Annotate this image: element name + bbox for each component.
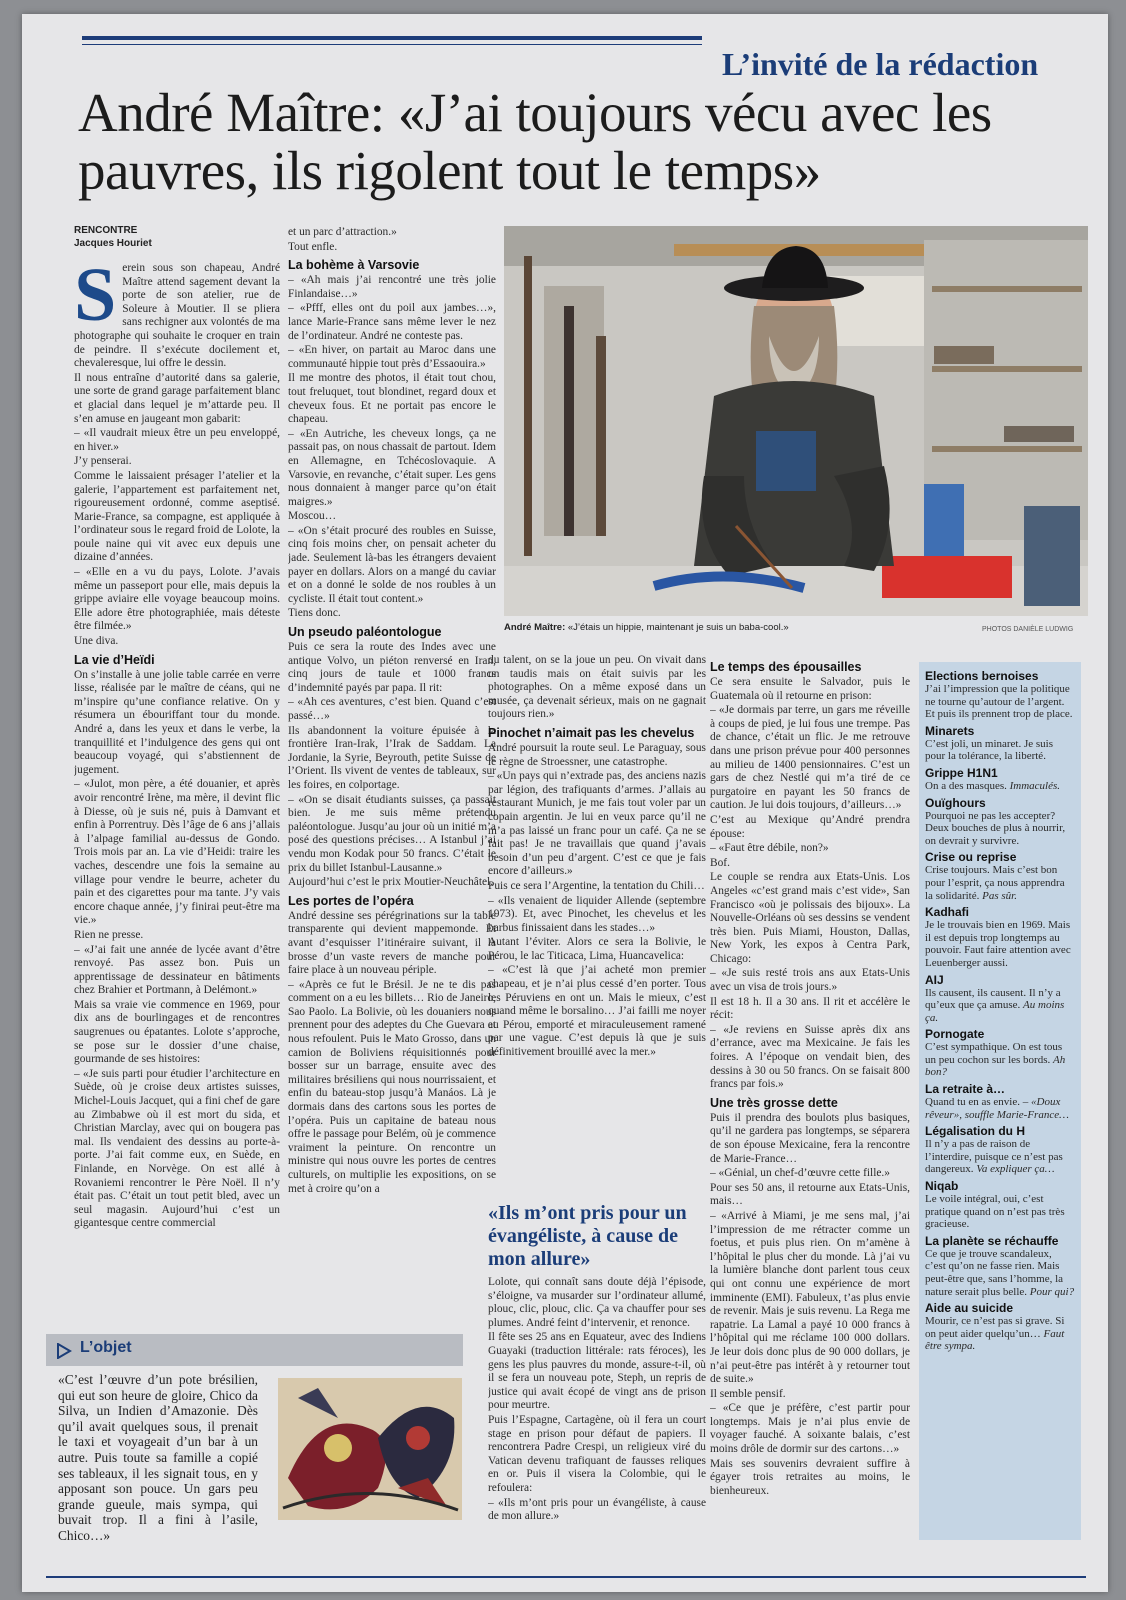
sidebar-topic-aside: Ah bon?: [925, 1053, 1066, 1079]
sidebar-topic-title: Elections bernoises: [925, 669, 1039, 683]
sidebar-topic-body: Le voile intégral, oui, c’est pratique quand on n’est pas très gracieuse.: [925, 1193, 1065, 1231]
sidebar-topic-aside: – «Doux rêveur», souffle Marie-France…: [925, 1096, 1069, 1121]
sidebar-topic-title: La planète se réchauffe: [925, 1233, 1059, 1248]
paragraph: – «Je suis parti pour étudier l’architecture en Suède, où je croise deux artistes suisses, Michel-Louis Jacquet, qui a fini chef de gare au Zimbabwe où il est mort du sida, et Christian Marclay, avec qui on bougera pas mal. Ils vendaient des dessins au porte-à-porte. J’ai fait comme eux, en Suède, en Finlande, en Norvège. On est allé à Rovaniemi rencontrer le Père Noël. Il n’y était pas. C’était un tout petit bled, avec un seul magasin. Aujourd’hui c’est un gigantesque centre commercial: [74, 1067, 280, 1230]
caption-name: André Maître:: [504, 622, 566, 633]
sidebar-topic-body: J’ai l’impression que la politique ne tourne qu’autour de l’argent. Et puis ils prennent trop de place.: [925, 683, 1073, 721]
column-4: [710, 656, 910, 1568]
paragraph: – «En hiver, on partait au Maroc dans une communauté hippie tout près d’Essaouira.»: [288, 344, 496, 370]
header-rule-thick: [82, 36, 702, 40]
subhead-pinochet: Pinochet n’aimait pas les chevelus: [488, 725, 695, 740]
sidebar-topic-body: Ce que je trouve scandaleux, c’est qu’on ne fasse rien. Mais peut-être que, sans l’homme, la nature serait plus belle.: [925, 1247, 1064, 1298]
sidebar-topic-text: [925, 864, 1075, 902]
sidebar-topic-text: [925, 738, 1075, 763]
sidebar-topic-aside: Pour qui?: [1029, 1285, 1075, 1298]
photo-credit: PHOTOS DANIÈLE LUDWIG: [982, 626, 1074, 633]
intro-paragraph: erein sous son chapeau, André Maître attend sagement devant la porte de son atelier, rue de Soleure à Moutier. Il se pliera sans rechigner aux volontés de ma photographe qui souhaite le croquer en train de peindre. Il s’exécute docilement et, chevaleresque, lui offre le dessin.: [74, 262, 280, 370]
paragraph: Mais ses souvenirs devraient suffire à égayer trois retraites au moins, le bienheureux.: [710, 1457, 910, 1497]
sidebar-topic-text: [925, 987, 1075, 1025]
paragraph: Il est 18 h. Il a 30 ans. Il rit et accélère le récit:: [710, 995, 910, 1022]
paragraph: Rien ne presse.: [74, 928, 144, 941]
paragraph: Ce sera ensuite le Salvador, puis le Guatemala où il retourne en prison:: [710, 676, 910, 702]
sidebar-topic-body: C’est sympathique. On est tous un peu cochon sur les bords.: [925, 1041, 1063, 1066]
paragraph: Bof.: [710, 856, 730, 869]
paragraph: – «Faut être débile, non?»: [710, 842, 829, 855]
column-3-bottom: [488, 1276, 706, 1572]
objet-label: L’objet: [80, 1339, 132, 1356]
artist-photo-illustration: [504, 226, 1088, 616]
paragraph: Mais sa vraie vie commence en 1969, pour dix ans de bourlingages et de rencontres saugrenues ou épatantes. Lolote s’approche, se pose sur le dossier d’une chaise, gourmande de ses histoires:: [74, 998, 280, 1066]
paragraph: Autant l’éviter. Alors ce sera la Bolivie, le Pérou, le lac Titicaca, Lima, Huancavelica:: [488, 936, 706, 962]
sidebar-topic-title: AIJ: [925, 972, 944, 987]
byline: [74, 225, 152, 250]
subhead-heidi: La vie d’Heïdi: [74, 652, 155, 667]
paragraph: – «Ce que je préfère, c’est partir pour longtemps. Mais je n’ai plus envie de voyager fauché. A soixante balais, c’est moins drôle de dormir sur des cartons…»: [710, 1402, 910, 1456]
painting-illustration: [278, 1378, 462, 1520]
paragraph: – «Ah ces aventures, c’est bien. Quand c’est passé…»: [288, 696, 496, 722]
headline: André Maître: «J’ai toujours vécu avec les pauvres, ils rigolent tout le temps»: [78, 82, 992, 201]
column-3-top: [488, 654, 706, 1190]
paragraph: – «Ils venaient de liquider Allende (septembre 1973). Et, avec Pinochet, les chevelus et les barbus finissaient dans les stades…»: [488, 894, 706, 934]
paragraph: Lolote, qui connaît sans doute déjà l’épisode, s’éloigne, va musarder sur l’ordinateur allumé, plouc, clic, plouc, clic. Ça va chauffer pour ses plumes. André feint d’intervenir, et renonce.: [488, 1276, 706, 1329]
sidebar-topic-text: [925, 683, 1075, 721]
paragraph: – «On s’était procuré des roubles en Suisse, cinq fois moins cher, on pensait acheter du jade. Seulement là-bas les étrangers devaient payer en dollars. Alors on a mangé du caviar et on a donné le solde de nos roubles à un cycliste. Il était tout content.»: [288, 524, 496, 605]
paragraph: Il semble pensif.: [710, 1387, 786, 1400]
sidebar-topic-text: [925, 1193, 1075, 1231]
objet-painting: [278, 1378, 462, 1520]
sidebar-topic-title: Pornogate: [925, 1027, 985, 1042]
paragraph: – «Pfff, elles ont du poil aux jambes…», lance Marie-France sans même lever le nez de l’ordinateur. André ne conteste pas.: [288, 302, 496, 342]
paragraph: Pour ses 50 ans, il retourne aux Etats-Unis, mais…: [710, 1181, 910, 1208]
paragraph: – «C’est là que j’ai acheté mon premier chapeau, et je n’ai plus cessé d’en porter. Tous les Péruviens en ont un. Mais le mieux, c’est quand même le borsalino… J’ai failli me noyer au Pérou, emporté et miraculeusement ramené par une vague. C’est depuis là que je suis définitivement brouillé avec la mer.»: [488, 964, 706, 1059]
paragraph: Le couple se rendra aux Etats-Unis. Los Angeles «c’est grand mais c’est vide», San Francisco «où je polissais des bijoux». La Nouvelle-Orléans où ses dessins se vendent très bien. Puis Miami, Houston, Dallas, New York, les expos à Centra Park, Chicago:: [710, 871, 910, 965]
sidebar-topic-body: Je le trouvais bien en 1969. Mais il est depuis trop longtemps au pouvoir. Faut faire attention avec Leuenberger aussi.: [925, 919, 1071, 969]
paragraph: Tout enfle.: [288, 240, 338, 253]
play-triangle-icon: [56, 1343, 72, 1359]
sidebar-topic-text: [925, 1138, 1075, 1176]
section-label: L’invité de la rédaction: [722, 46, 1039, 82]
sidebar-topic-body: Ils causent, ils causent. Il n’y a qu’eux que ça amuse.: [925, 986, 1061, 1012]
sidebar-topic-body: Mourir, ce n’est pas si grave. Si on peut aider quelqu’un…: [925, 1315, 1065, 1340]
paragraph: et un parc d’attraction.»: [288, 226, 397, 238]
sidebar-topic-title: Légalisation du H: [925, 1124, 1026, 1139]
caption-quote: «J’étais un hippie, maintenant je suis un baba-cool.»: [567, 622, 789, 633]
sidebar-topic-body: Quand tu en as envie.: [925, 1096, 1020, 1109]
sidebar-topic-body: Crise toujours. Mais c’est bon pour l’esprit, ça nous apprendra la solidarité.: [925, 864, 1065, 902]
paragraph: – «Je suis resté trois ans aux Etats-Unis avec un visa de trois jours.»: [710, 967, 910, 994]
artist-photo: [504, 226, 1088, 616]
opinions-sidebar: [919, 662, 1081, 1540]
sidebar-topic-text: [925, 1096, 1075, 1121]
subhead-opera: Les portes de l’opéra: [288, 893, 414, 908]
sidebar-topic-title: Minarets: [925, 723, 975, 738]
subhead-boheme: La bohème à Varsovie: [288, 258, 420, 273]
paragraph: Il nous entraîne d’autorité dans sa galerie, une sorte de grand garage parfaitement blanc et glacial dans lequel je m’attarde peu. Il s’en amuse en jaugeant mon gabarit:: [74, 371, 280, 425]
subhead-paleo: Un pseudo paléontologue: [288, 625, 442, 640]
sidebar-topic-text: [925, 919, 1075, 969]
paragraph: André dessine ses pérégrinations sur la table transparente qui devient mappemonde. Et avant d’esquisser l’itinéraire suivant, il la brosse d’un vaste revers de manche pour faire place à un nouveau périple.: [288, 909, 496, 977]
sidebar-topic-text: [925, 1041, 1075, 1079]
paragraph: du talent, on se la joue un peu. On vivait dans un taudis mais on était suivis par les photographes. On a même exposé dans un musée, ça devenait sérieux, mais on ne gagnait toujours rien.»: [488, 654, 706, 721]
sidebar-topic-aside: Pas sûr.: [982, 889, 1017, 902]
paragraph: Puis il prendra des boulots plus basiques, qu’il ne gardera pas longtemps, se séparera de son épouse Mexicaine, fera la rencontre de Marie-France…: [710, 1111, 910, 1165]
paragraph: – «J’ai fait une année de lycée avant d’être renvoyé. Pas assez bon. Puis un apprentissage de dessinateur en bâtiments chez Brahier et Portmann, à Delémont.»: [74, 943, 280, 997]
paragraph: Une diva.: [74, 635, 119, 648]
sidebar-topic-body: C’est joli, un minaret. Je suis pour la tolérance, la liberté.: [925, 737, 1054, 763]
paragraph: Aujourd’hui c’est le prix Moutier-Neuchâtel.: [288, 876, 494, 889]
paragraph: – «Je dormais par terre, un gars me réveille à coups de pied, je lui fous une trempe. Pas de chance, c’était un flic. Je me retrouve dans une prison prévue pour 400 personnes au milieu de 1400 pensionnaires. C’est un gars de chez Nestlé qui m’a tiré de ce purgatoire en payant les 50 francs de caution. Je lui dois toujours, d’ailleurs…»: [710, 704, 910, 812]
sidebar-topic-text: [925, 1248, 1075, 1298]
paragraph: – «Julot, mon père, a été douanier, et après avoir rencontré Irène, ma mère, il devint flic à Diesse, où je suis né, puis à Damvant et enfin à Porrentruy. Dès l’âge de 6 ans j’allais à l’alpage familial au-dessus de Gondo. Trois mois par an. La vie d’Heidi: traire les vaches, descendre une fois la semaine au village pour vendre le beurre, acheter du pain et des cigarettes pour ma tante. J’y vais encore chaque année, j’y finirai peut-être ma vie.»: [74, 778, 280, 927]
sidebar-topic-body: On a des masques.: [925, 779, 1007, 792]
paragraph: Puis ce sera la route des Indes avec une antique Volvo, un piéton renversé en Iran, cinq jours de taule et 1000 francs d’indemnité payés par papa. Il rit:: [288, 641, 496, 694]
paragraph: Il me montre des photos, il était tout chou, tout freluquet, tout blondinet, regard doux et cheveux fous. Et ne portait pas encore le chapeau.: [288, 372, 496, 426]
paragraph: – «Un pays qui n’extrade pas, des anciens nazis par légion, des trafiquants d’armes. J’allais au restaurant Munich, je me fais tout voler par un copain argentin. Je lui en veux parce qu’il ne m’a pas laissé un franc pour un café. Ça ne se fait pas! Je ne travaillais que quand j’avais besoin d’un peu d’argent. C’est ce que je fais encore d’ailleurs.»: [488, 770, 706, 878]
paragraph: – «Après ce fut le Brésil. Je ne te dis pas comment on a eu les billets… Rio de Janeiro, Sao Paolo. La Bolivie, où les douaniers nous prennent pour des adeptes du Che Guevara et nous refoulent. Puis le Mato Grosso, dans un camion de Boliviens réquisitionnés pour bosser sur un barrage, ensuite avec des militaires brésiliens qui nous nourrissaient, et enfin du bateau-stop jusqu’à Manáos. Là je dormais dans des cartons sous les portes de l’opéra. Puis un capitaine de bateau nous offre le passage pour Belém, où je commence vraiment la peinture. On rencontre un ministre qui nous ouvre les portes de centres culturels, on multiplie les expositions, on se met à croire qu’on a: [288, 978, 496, 1195]
sidebar-topic-body: Pourquoi ne pas les accepter? Deux bouches de plus à nourrir, on devrait y survivre.: [925, 809, 1066, 847]
paragraph: On s’installe à une jolie table carrée en verre lisse, réalisée par le maître de céans, qui ne m’inspire qu’une confiance relative. On y résumera un ébouriffant tour du monde. André a, dans les yeux et dans le verbe, la tranquillité et l’indulgence des gens qui ont beaucoup voyagé, qui s’abstiennent de jugement.: [74, 668, 280, 776]
byline-kicker: RENCONTRE: [74, 225, 138, 236]
paragraph: – «En Autriche, les cheveux longs, ça ne passait pas, on nous chassait de partout. Idem en Allemagne, en Tchécoslovaquie. A Varsovie, en revanche, c’était super. Les gens nous donnaient à manger parce qu’on était maigres.»: [288, 427, 496, 508]
paragraph: Moscou…: [288, 510, 337, 523]
paragraph: Il fête ses 25 ans en Equateur, avec des Indiens Guayaki (traduction littérale: rats féroces), les gens les plus pauvres du monde, assure-t-il, où il se fera un nouveau pote, Steph, un repris de justice qui avait écopé de vingt ans de prison pour meurtre.: [488, 1331, 706, 1412]
photo-caption: [504, 622, 904, 633]
header-rule-thin: [82, 44, 702, 45]
paragraph: C’est au Mexique qu’André prendra épouse:: [710, 813, 910, 840]
pull-quote: «Ils m’ont pris pour un évangéliste, à cause de mon allure»: [488, 1202, 687, 1270]
sidebar-topic-title: Ouïghours: [925, 795, 986, 810]
sidebar-topic-title: Kadhafi: [925, 905, 970, 920]
sidebar-topic-aside: Va expliquer ça…: [976, 1163, 1055, 1176]
paragraph: – «Il vaudrait mieux être un peu enveloppé, en hiver.»: [74, 427, 280, 453]
newspaper-page: [22, 14, 1108, 1592]
column-1: [74, 262, 280, 1324]
paragraph: André poursuit la route seul. Le Paraguay, sous le règne de Stroessner, une catastrophe.: [488, 741, 706, 768]
byline-author: Jacques Houriet: [74, 237, 152, 249]
paragraph: J’y penserai.: [74, 455, 132, 468]
subhead-epousailles: Le temps des épousailles: [710, 660, 862, 674]
paragraph: Tiens donc.: [288, 607, 341, 620]
objet-text: «C’est l’œuvre d’un pote brésilien, qui eut son heure de gloire, Chico da Silva, un Indien d’Amazonie. Dès qu’il avait quelques sous, il prenait le taxi et voyageait d’un bar à un autre. Puis toute sa famille a copié ses tableaux, il les signait tous, en y apposant son pouce. Un gars peu grande gueule, mais sympa, qui buvait trop. Il a fini à l’asile, Chico…»: [58, 1372, 258, 1543]
paragraph: Ils abandonnent la voiture épuisée à la frontière Iran-Irak, l’Irak de Saddam. La Jordanie, la Syrie, Beyrouth, petite Suisse de l’Orient. Ils vivent de ventes de tableaux, sur les foires, en colportage.: [288, 724, 496, 791]
paragraph: – «Ils m’ont pris pour un évangéliste, à cause de mon allure.»: [488, 1496, 706, 1523]
paragraph: – «Je reviens en Suisse après dix ans d’errance, avec ma Mexicaine. Je fais les foires. A l’époque on vendait bien, des dessins à 30 ou 50 francs. On se faisait 800 francs par fois.»: [710, 1023, 910, 1091]
sidebar-topic-title: La retraite à…: [925, 1082, 1006, 1097]
sidebar-topic-title: Grippe H1N1: [925, 765, 998, 780]
sidebar-topic-text: [925, 780, 1075, 793]
paragraph: Puis l’Espagne, Cartagène, où il fera un court stage en prison pour défaut de papiers. Il rencontrera Padre Crespi, un religieux viré du Vatican devenu trafiquant de fausses reliques en or. Puis il visera la Colombie, qui le refoulera:: [488, 1413, 706, 1494]
paragraph: Comme le laissaient présager l’atelier et la galerie, l’appartement est parfaitement net, rigoureusement ordonné, comme aseptisé. Marie-France, sa compagne, est appliquée à l’ordinateur sous le regard froid de Lolote, la poule naine qui vit avec eux depuis une dizaine d’années.: [74, 469, 280, 564]
paragraph: Puis ce sera l’Argentine, la tentation du Chili…: [488, 879, 705, 892]
paragraph: – «Ah mais j’ai rencontré une très jolie Finlandaise…»: [288, 274, 496, 300]
paragraph: – «Elle en a vu du pays, Lolote. J’avais même un passeport pour elle, mais depuis la grippe aviaire elle voyage beaucoup moins. Elle adore être photographiée, mais déteste être filmée.»: [74, 566, 280, 633]
paragraph: – «Génial, un chef-d’œuvre cette fille.»: [710, 1167, 890, 1180]
column-2: [288, 226, 496, 1324]
paragraph: – «On se disait étudiants suisses, ça passait bien. Je me suis même prétendu paléontologue. Jusqu’au jour où un initié m’a posé des questions précises… A Istanbul j’ai vendu mon Kodak pour 50 francs. C’était le prix du billet Istanbul-Lausanne.»: [288, 793, 496, 874]
sidebar-topic-body: Il n’y a pas de raison de l’interdire, puisque ce n’est pas dangereux.: [925, 1138, 1063, 1176]
sidebar-topic-title: Niqab: [925, 1179, 959, 1194]
sidebar-topic-text: [925, 1315, 1075, 1353]
footer-rule: [46, 1576, 1086, 1578]
paragraph: – «Arrivé à Miami, je me sens mal, j’ai l’impression de me rétracter comme un foetus, et puis plus rien. On m’amène à l’hôpital le plus cher du monde. Là j’ai vu la lumière blanche dont parlent tous ceux qui ont connu une expérience de mort imminente (EMI). Fabuleux, t’as plus envie de revenir. Mais je suis revenu. La Rega me rapatrie. La Lamal a payé 10 000 francs à l’hôpital qui me réclame 100 000 dollars. Je leur dois donc plus de 90 000 dollars, je n’ai peut-être pas intérêt à y retourner tout de suite.»: [710, 1209, 910, 1386]
dropcap: S: [74, 262, 117, 337]
sidebar-topic-aside: Immaculés.: [1009, 779, 1061, 792]
sidebar-topic-text: [925, 810, 1075, 848]
sidebar-topic-title: Crise ou reprise: [925, 850, 1017, 865]
sidebar-topic-title: Aide au suicide: [925, 1301, 1014, 1316]
sidebar-topic-aside: Faut être sympa.: [925, 1327, 1065, 1353]
subhead-dette: Une très grosse dette: [710, 1095, 838, 1110]
sidebar-topic-aside: Au moins ça.: [925, 999, 1065, 1024]
